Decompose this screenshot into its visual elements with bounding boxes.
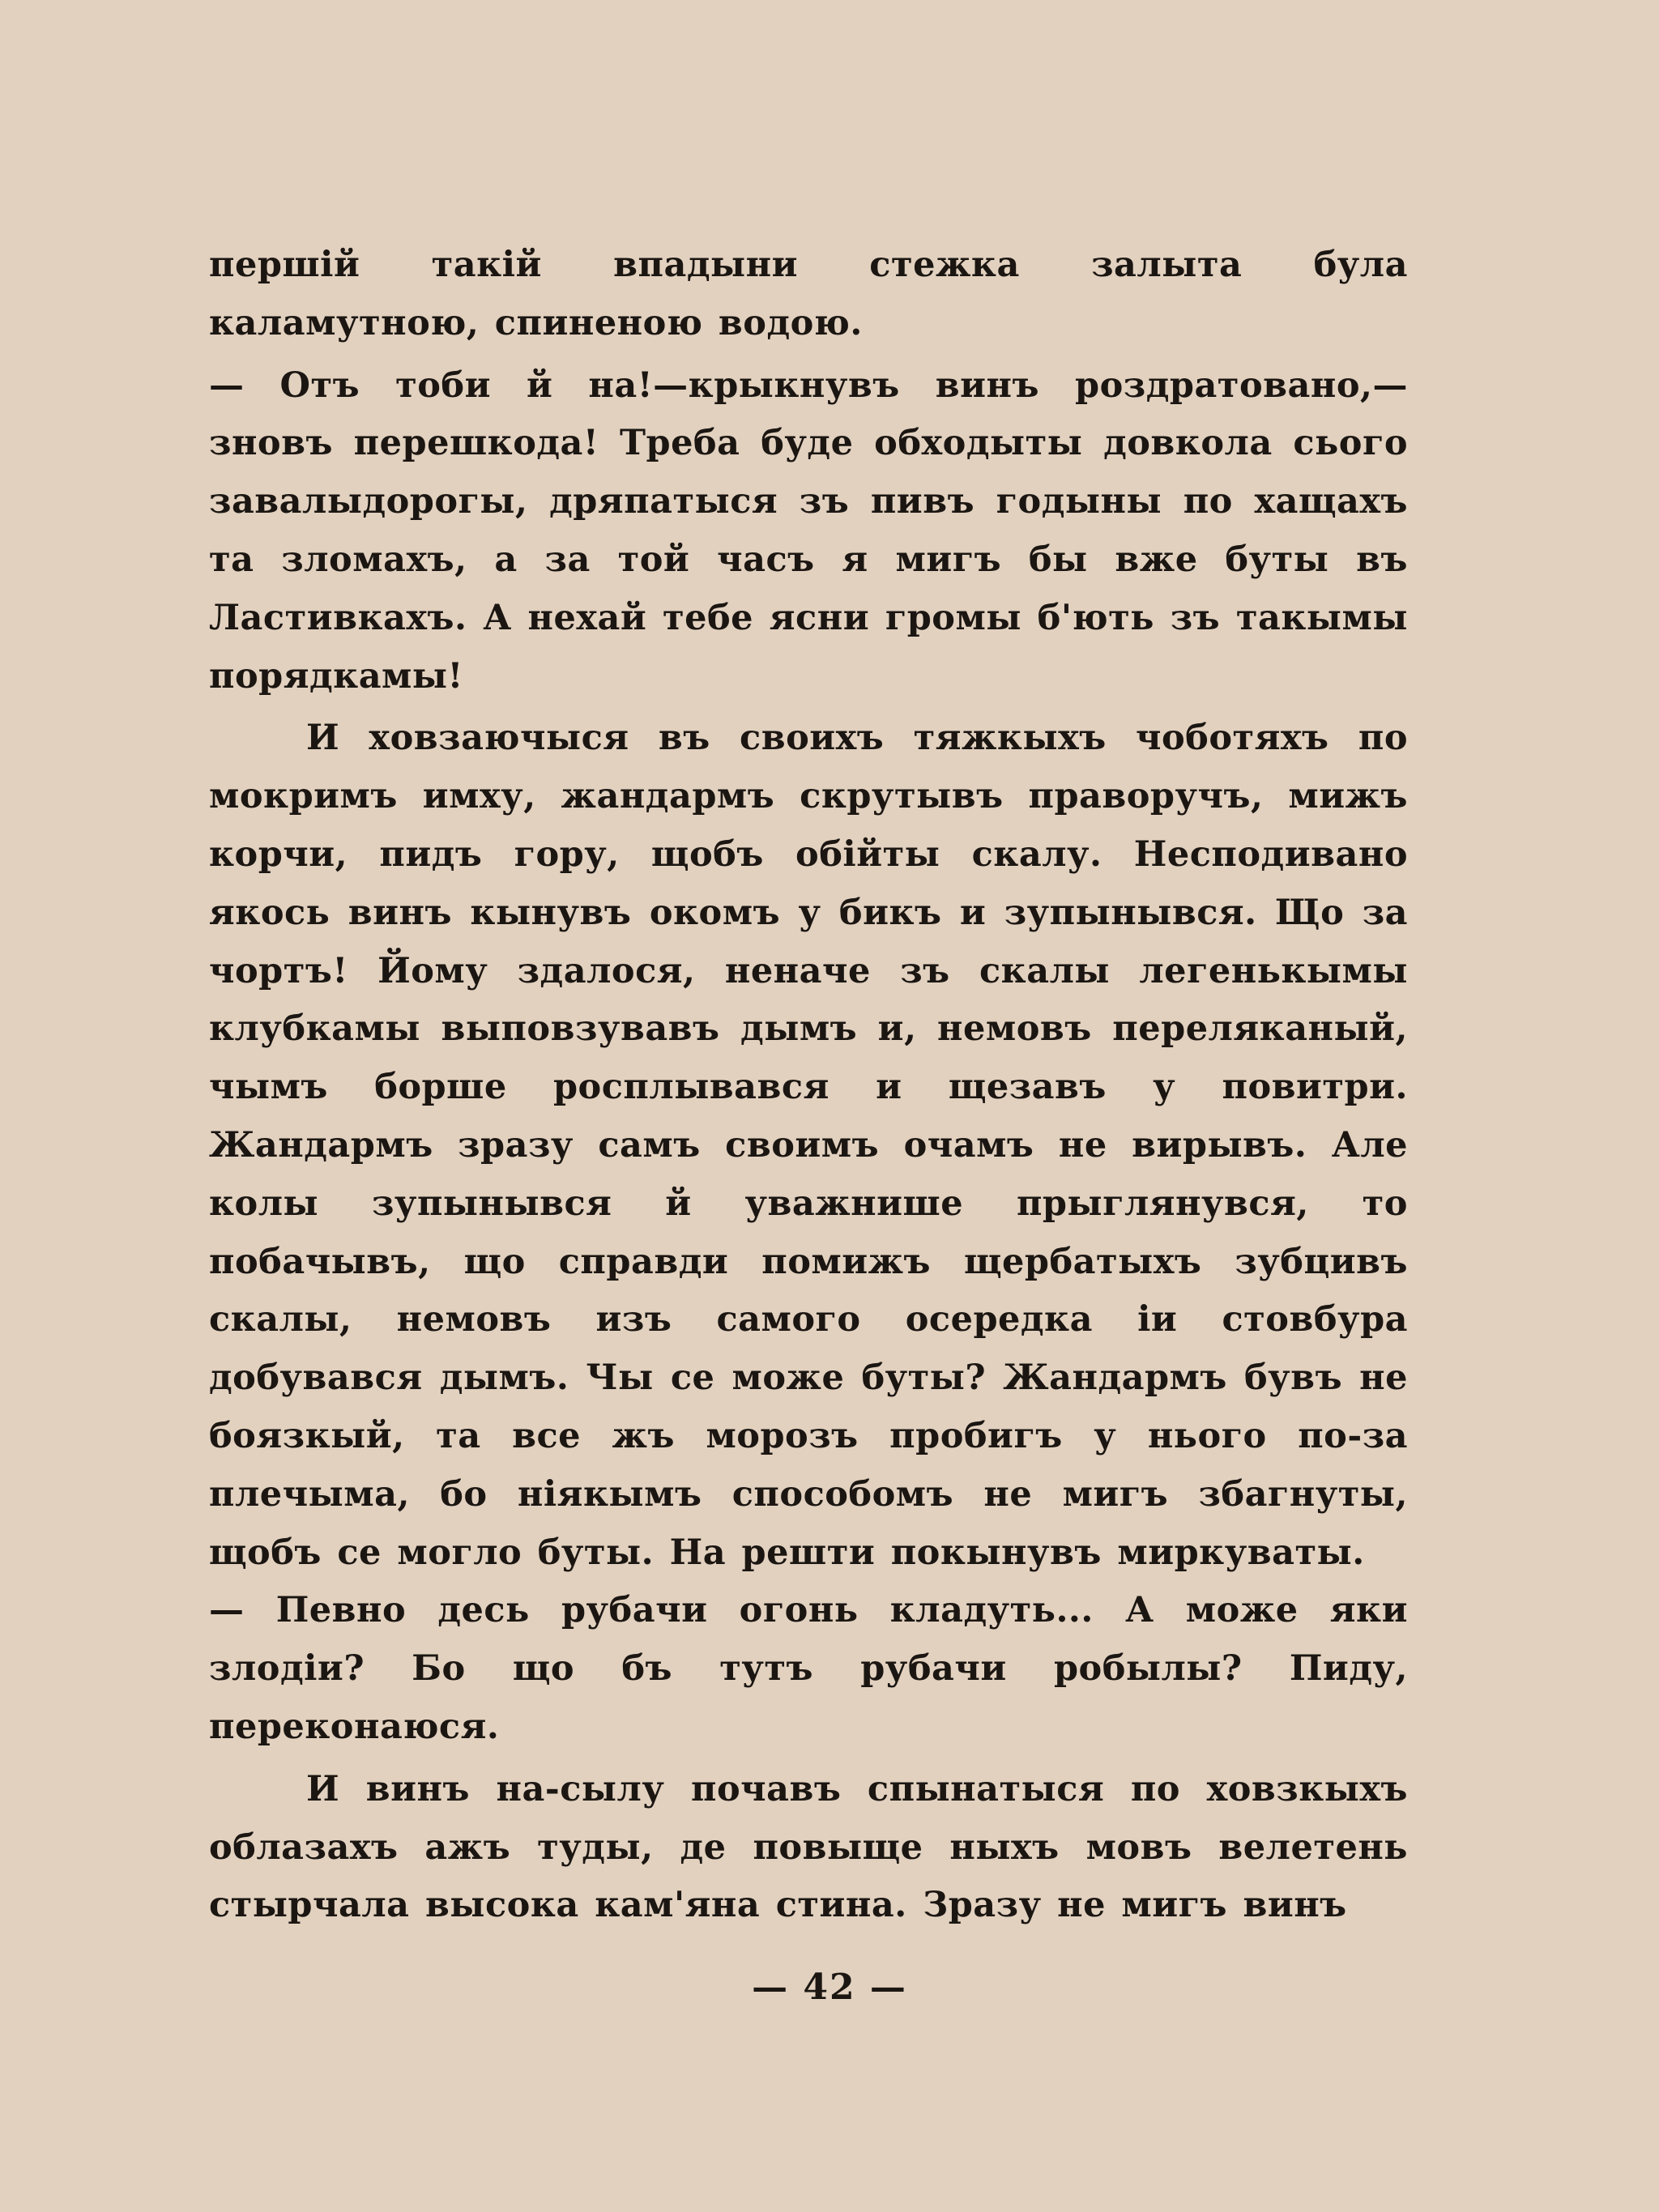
paragraph-4: — Певно десь рубачи огонь кладуть... А може яки злодіи? Бо що бъ тутъ рубачи робылы? Пиду, переконаюся. xyxy=(209,1590,1408,1747)
page-number: — 42 — xyxy=(752,1967,907,2008)
paragraph-5: И винъ на-сылу почавъ спынатыся по ховзкыхъ облазахъ ажъ туды, де повыще ныхъ мовъ велетень стырчала высока кам'яна стина. Зразу не мигъ винъ xyxy=(209,1768,1408,1926)
paragraph-1: першій такій впадыни стежка залыта була каламутною, спиненою водою. xyxy=(209,245,1408,343)
page-text xyxy=(209,237,1408,1935)
paragraph-3: И ховзаючыся въ своихъ тяжкыхъ чоботяхъ по мокримъ имху, жандармъ скрутывъ праворучъ, мижъ корчи, пидъ гору, щобъ обійты скалу. Несподивано якось винъ кынувъ окомъ у бикъ и зупынывся. Що за чортъ! Йому здалося, неначе зъ скалы легенькымы клубкамы выповзувавъ дымъ и, немовъ переляканый, чымъ борше росплывався и щезавъ у повитри. Жандармъ зразу самъ своимъ очамъ не вирывъ. Але колы зупынывся й уважнише прыглянувся, то побачывъ, що справди помижъ щербатыхъ зубцивъ скалы, немовъ изъ самого осередка іи стовбура добувався дымъ. Чы се може буты? Жандармъ бувъ не боязкый, та все жъ морозъ пробигъ у нього по-за плечыма, бо ніякымъ способомъ не мигъ збагнуты, щобъ се могло буты. На решти покынувъ миркуваты. xyxy=(209,718,1408,1573)
paragraph-2: — Отъ тоби й на!—крыкнувъ винъ роздратовано,—зновъ перешкода! Треба буде обходыты довкола сього завалыдорогы, дряпатыся зъ пивъ годыны по хащахъ та зломахъ, а за той часъ я мигъ бы вже буты въ Ластивкахъ. А нехай тебе ясни громы б'ють зъ такымы порядкамы! xyxy=(209,364,1408,697)
